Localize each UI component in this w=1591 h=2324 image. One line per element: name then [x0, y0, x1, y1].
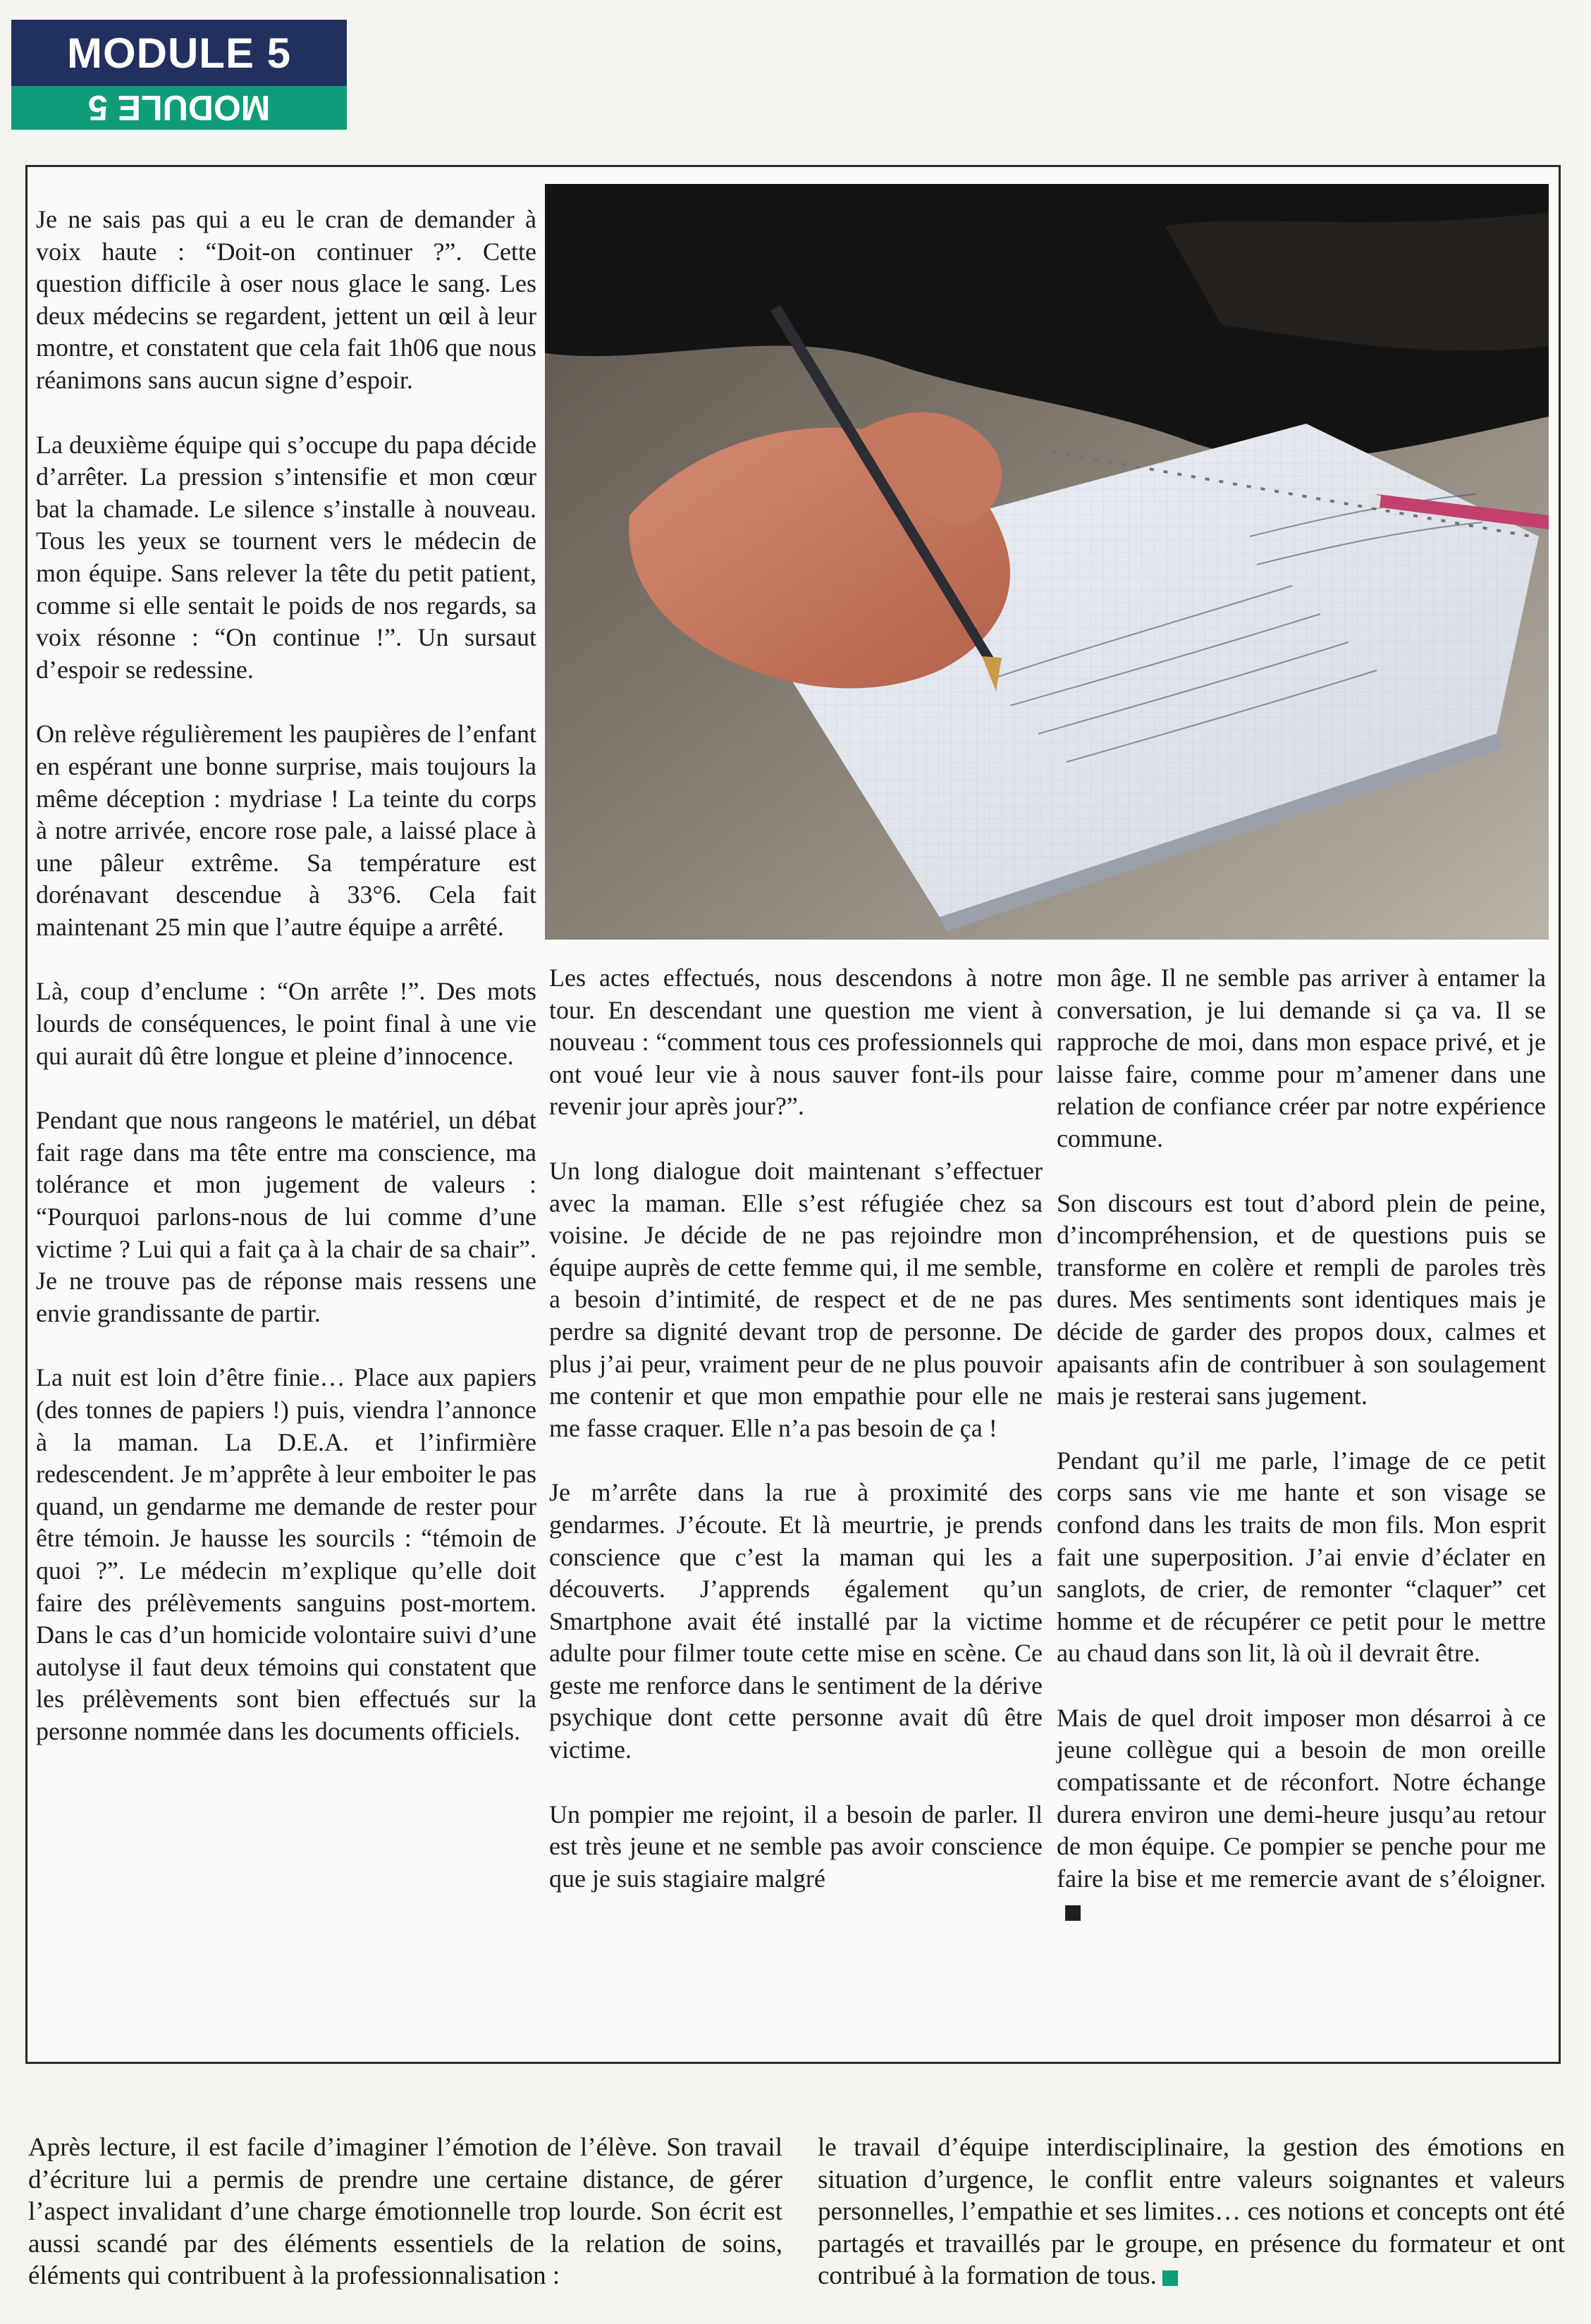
photo-illustration: [545, 184, 1549, 940]
paragraph: La nuit est loin d’être finie… Place aux papiers (des tonnes de papiers !) puis, viendra l’annonce à la maman. La D.E.A. et l’infirmière redescendent. Je m’apprête à leur emboiter le pas quand, un gendarme me demande de rester pour être témoin. Je hausse les sourcils : “témoin de quoi ?”. Le médecin m’explique qu’elle doit faire des prélèvements sanguins post-mortem. Dans le cas d’un homicide volontaire suivi d’une autolyse il faut deux témoins qui constatent que les prélèvements sont bien effectués sur la personne nommée dans les documents officiels.: [36, 1363, 536, 1745]
conclusion-right-text: le travail d’équipe interdisciplinaire, la gestion des émotions en situation d’urgence, le conflit entre valeurs soignantes et valeurs personnelles, l’empathie et ses limites… ces notions et concepts ont été partagés et travaillés par le groupe, en présence du formateur et ont contribué à la formation de tous.: [818, 2133, 1565, 2291]
writing-hand-photo: [545, 184, 1549, 940]
paragraph: Un long dialogue doit maintenant s’effectuer avec la maman. Elle s’est réfugiée chez sa voisine. Je décide de ne pas rejoindre mon équipe auprès de cette femme qui, il me semble, a besoin d’intimité, de respect et de ne pas perdre sa dignité devant trop de personne. De plus j’ai peur, vraiment peur de ne plus pouvoir me contenir et que mon empathie pour elle ne me fasse craquer. Elle n’a pas besoin de ça !: [549, 1156, 1043, 1442]
module-badge-top-label: MODULE 5: [66, 29, 292, 77]
paragraph: Les actes effectués, nous descendons à notre tour. En descendant une question me vient à nouveau : “comment tous ces professionnels qui ont voué leur vie à nous sauver font-ils pour revenir jour après jour?”.: [549, 964, 1043, 1121]
paragraph: Pendant que nous rangeons le matériel, un débat fait rage dans ma tête entre ma conscience, ma tolérance et mon jugement de valeurs : “Pourquoi parlons-nous de lui comme d’une victime ? Lui qui a fait ça à la chair de sa chair”. Je ne trouve pas de réponse mais ressens une envie grandissante de partir.: [36, 1106, 536, 1327]
paragraph: Un pompier me rejoint, il a besoin de parler. Il est très jeune et ne semble pas avoir conscience que je suis stagiaire malgré: [549, 1800, 1043, 1893]
end-mark-green-icon: [1162, 2270, 1178, 2286]
paragraph: La deuxième équipe qui s’occupe du papa décide d’arrêter. La pression s’intensifie et mon cœur bat la chamade. Le silence s’installe à nouveau. Tous les yeux se tournent vers le médecin de mon équipe. Sans relever la tête du petit patient, comme si elle sentait le poids de nos regards, sa voix résonne : “On continue !”. Un sursaut d’espoir se redessine.: [36, 430, 536, 684]
conclusion-right: [818, 2132, 1565, 2292]
paragraph: Là, coup d’enclume : “On arrête !”. Des mots lourds de conséquences, le point final à une vie qui aurait dû être longue et pleine d’innocence.: [36, 977, 536, 1070]
paragraph: Je m’arrête dans la rue à proximité des gendarmes. J’écoute. Et là meurtrie, je prends conscience que c’est la maman qui les a découverts. J’apprends également qu’un Smartphone avait été installé par la victime adulte pour filmer toute cette mise en scène. Ce geste me renforce dans le sentiment de la dérive psychique dont cette personne avait dû être victime.: [549, 1478, 1043, 1764]
article-column-1: [36, 204, 536, 1781]
article-frame: [25, 165, 1561, 2064]
module-badge-bottom-label: MODULE 5: [87, 88, 271, 128]
paragraph: Je ne sais pas qui a eu le cran de demander à voix haute : “Doit-on continuer ?”. Cette question difficile à oser nous glace le sang. Les deux médecins se regardent, jettent un œil à leur montre, et constatent que cela fait 1h06 que nous réanimons sans aucun signe d’espoir.: [36, 205, 536, 394]
article-column-2: [549, 962, 1043, 1927]
paragraph: Pendant qu’il me parle, l’image de ce petit corps sans vie me hante et son visage se confond dans les traits de mon fils. Mon esprit fait une superposition. J’ai envie d’éclater en sanglots, de crier, de remonter “claquer” cet homme et de récupérer ce petit pour le mettre au chaud dans son lit, là où il devrait être.: [1057, 1446, 1546, 1668]
conclusion-right-paragraph: [818, 2132, 1565, 2292]
paragraph: On relève régulièrement les paupières de l’enfant en espérant une bonne surprise, mais toujours la même déception : mydriase ! La teinte du corps à notre arrivée, encore rose pale, a laissé place à une pâleur extrême. Sa température est dorénavant descendue à 33°6. Cela fait maintenant 25 min que l’autre équipe a arrêté.: [36, 720, 536, 941]
module-badge-top: [11, 20, 347, 86]
final-paragraph-text: Mais de quel droit imposer mon désarroi à ce jeune collègue qui a besoin de mon oreille compatissante et de réconfort. Notre échange durera environ une demi-heure jusqu’au retour de mon équipe. Ce pompier se penche pour me faire la bise et me remercie avant de s’éloigner.: [1057, 1703, 1546, 1893]
end-mark-icon: [1065, 1905, 1081, 1921]
paragraph: mon âge. Il ne semble pas arriver à entamer la conversation, je lui demande si ça va. Il se rapproche de moi, dans mon espace privé, et je laisse faire, comme pour m’amener dans une relation de confiance créer par notre expérience commune.: [1057, 964, 1546, 1152]
article-column-3: [1057, 962, 1546, 1960]
paragraph: Son discours est tout d’abord plein de peine, d’incompréhension, et de questions puis se transforme en colère et rempli de paroles très dures. Mes sentiments sont identiques mais je décide de garder des propos doux, calmes et apaisants afin de contribuer à son soulagement mais je resterai sans jugement.: [1057, 1188, 1546, 1410]
conclusion-left-text: Après lecture, il est facile d’imaginer l’émotion de l’élève. Son travail d’écriture lui a permis de prendre une certaine distance, de gérer l’aspect invalidant d’une charge émotionnelle trop lourde. Son écrit est aussi scandé par des éléments essentiels de la relation de soins, éléments qui contribuent à la professionnalisation :: [28, 2133, 782, 2291]
final-paragraph: [1057, 1702, 1546, 1927]
conclusion-left: [28, 2132, 782, 2292]
module-badge-bottom: [11, 86, 347, 130]
